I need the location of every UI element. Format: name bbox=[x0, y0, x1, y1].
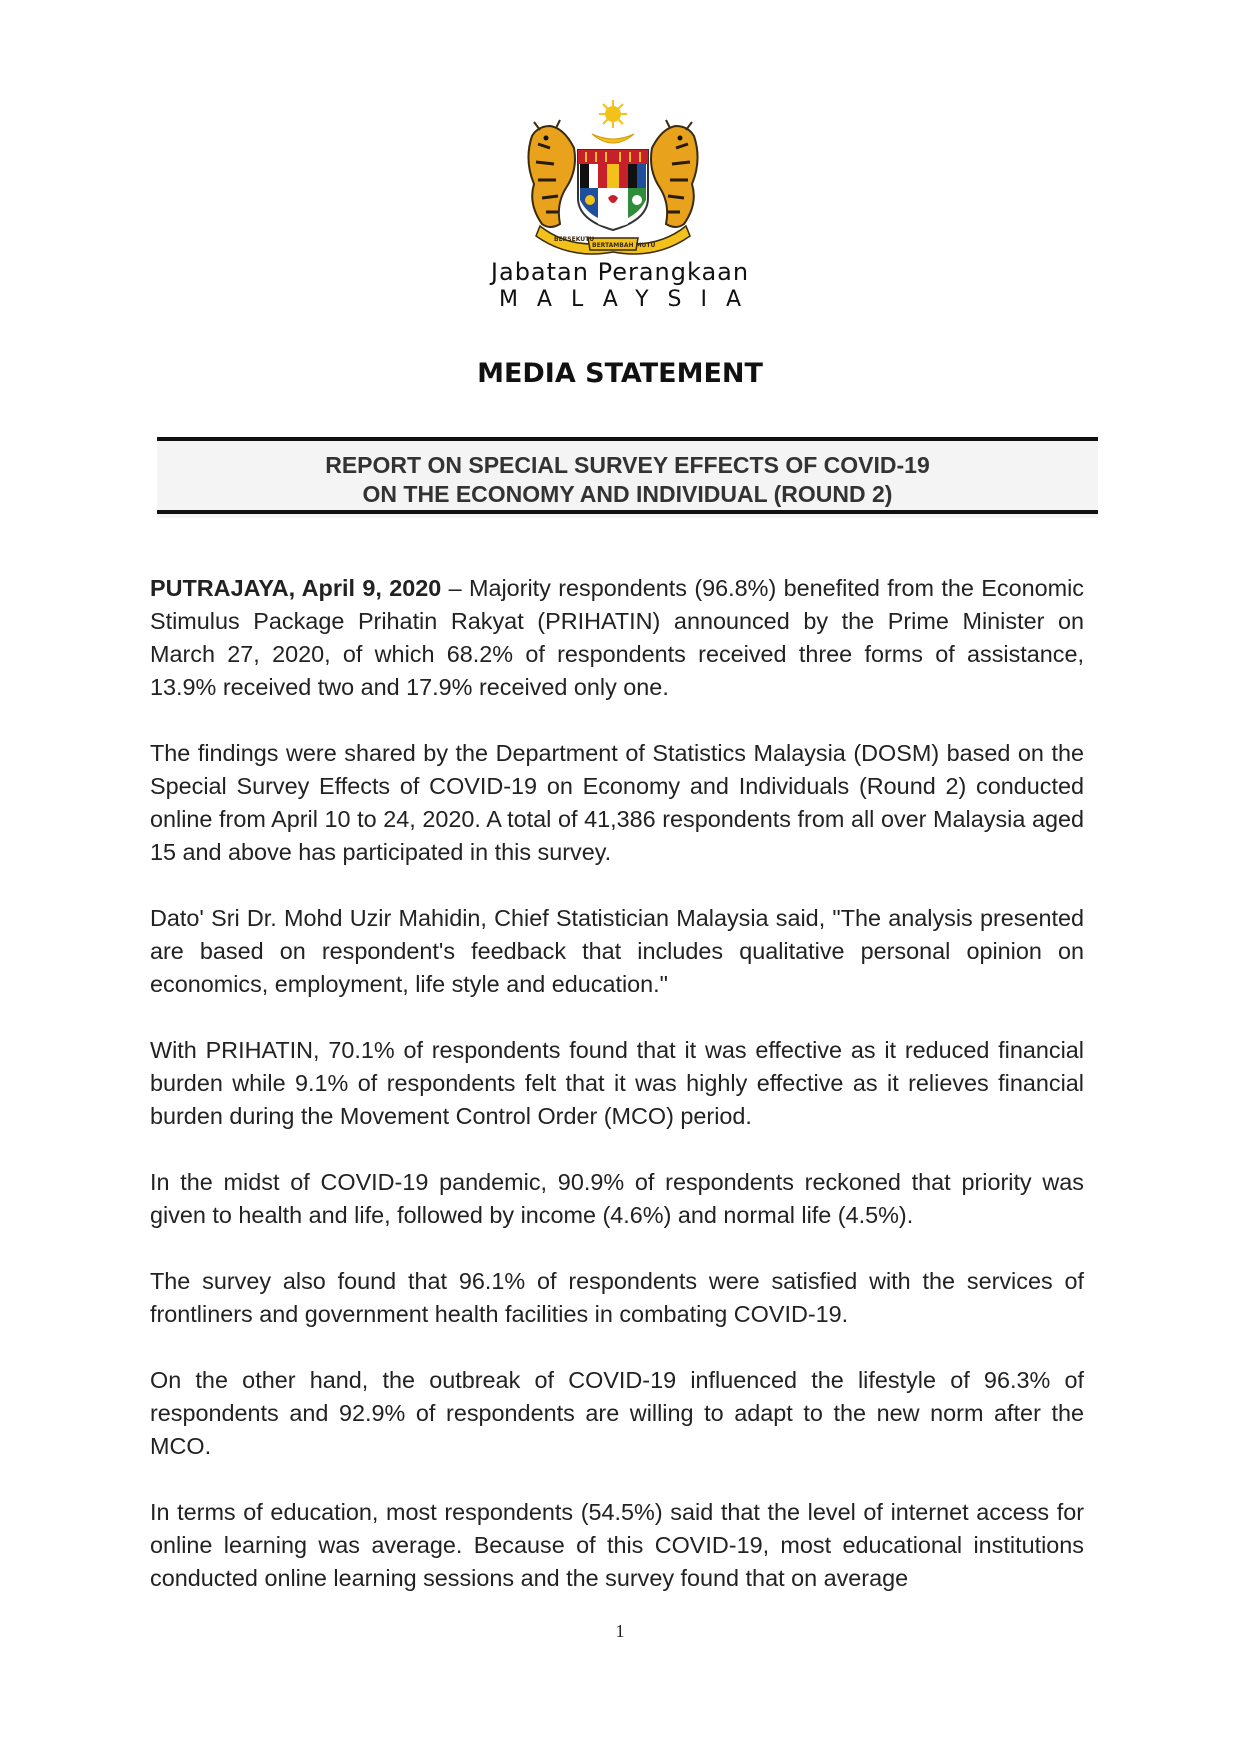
paragraph-2: The findings were shared by the Department of Statistics Malaysia (DOSM) based on the Special Survey Effects of COVID-19 on Economy and Individuals (Round 2) conducted online from April 10 to 24, 2020. A total of 41,386 respondents from all over Malaysia aged 15 and above has participated in this survey. bbox=[150, 740, 1084, 865]
paragraph-8: In terms of education, most respondents (54.5%) said that the level of internet access for online learning was average. Because of this COVID-19, most educational institutions conducted online learning sessions and the survey found that on average bbox=[150, 1499, 1084, 1591]
statement-body bbox=[150, 572, 1084, 1595]
title-divider-bottom bbox=[157, 510, 1098, 514]
page-number: 1 bbox=[615, 1621, 625, 1641]
paragraph-1 bbox=[150, 572, 1084, 704]
tiger-right-icon bbox=[651, 120, 698, 227]
star-icon bbox=[599, 100, 627, 128]
report-title-line-1: REPORT ON SPECIAL SURVEY EFFECTS OF COVID-19 bbox=[325, 452, 930, 478]
org-name: Jabatan Perangkaan bbox=[490, 258, 750, 286]
paragraph-5: In the midst of COVID-19 pandemic, 90.9% of respondents reckoned that priority was given to health and life, followed by income (4.6%) and normal life (4.5%). bbox=[150, 1169, 1084, 1228]
title-divider-top bbox=[157, 437, 1098, 441]
malaysia-coat-of-arms-icon bbox=[520, 100, 706, 260]
dateline: PUTRAJAYA, April 9, 2020 bbox=[150, 575, 442, 601]
page-title: MEDIA STATEMENT bbox=[477, 358, 763, 389]
paragraph-4: With PRIHATIN, 70.1% of respondents found that it was effective as it reduced financial burden while 9.1% of respondents felt that it was highly effective as it relieves financial burden during the Movement Control Order (MCO) period. bbox=[150, 1037, 1084, 1129]
paragraph-1-text: – Majority respondents (96.8%) benefited from the Economic Stimulus Package Prihatin Rakyat (PRIHATIN) announced by the Prime Minister on March 27, 2020, of which 68.2% of respondents received three forms of assistance, 13.9% received two and 17.9% received only one. bbox=[150, 575, 1084, 700]
paragraph-6: The survey also found that 96.1% of respondents were satisfied with the services of frontliners and government health facilities in combating COVID-19. bbox=[150, 1268, 1084, 1327]
report-title-line-2: ON THE ECONOMY AND INDIVIDUAL (ROUND 2) bbox=[362, 481, 893, 507]
crest-motto-center: BERTAMBAH MUTU bbox=[592, 242, 656, 249]
paragraph-3: Dato' Sri Dr. Mohd Uzir Mahidin, Chief Statistician Malaysia said, "The analysis presented are based on respondent's feedback that includes qualitative personal opinion on economics, employment, life style and education." bbox=[150, 905, 1084, 997]
crest-motto-left: BERSEKUTU bbox=[554, 236, 595, 243]
shield-icon bbox=[578, 150, 648, 230]
crescent-icon bbox=[592, 134, 634, 143]
org-country: MALAYSIA bbox=[498, 287, 761, 312]
paragraph-7: On the other hand, the outbreak of COVID-19 influenced the lifestyle of 96.3% of respondents and 92.9% of respondents are willing to adapt to the new norm after the MCO. bbox=[150, 1367, 1084, 1459]
tiger-left-icon bbox=[528, 120, 575, 227]
